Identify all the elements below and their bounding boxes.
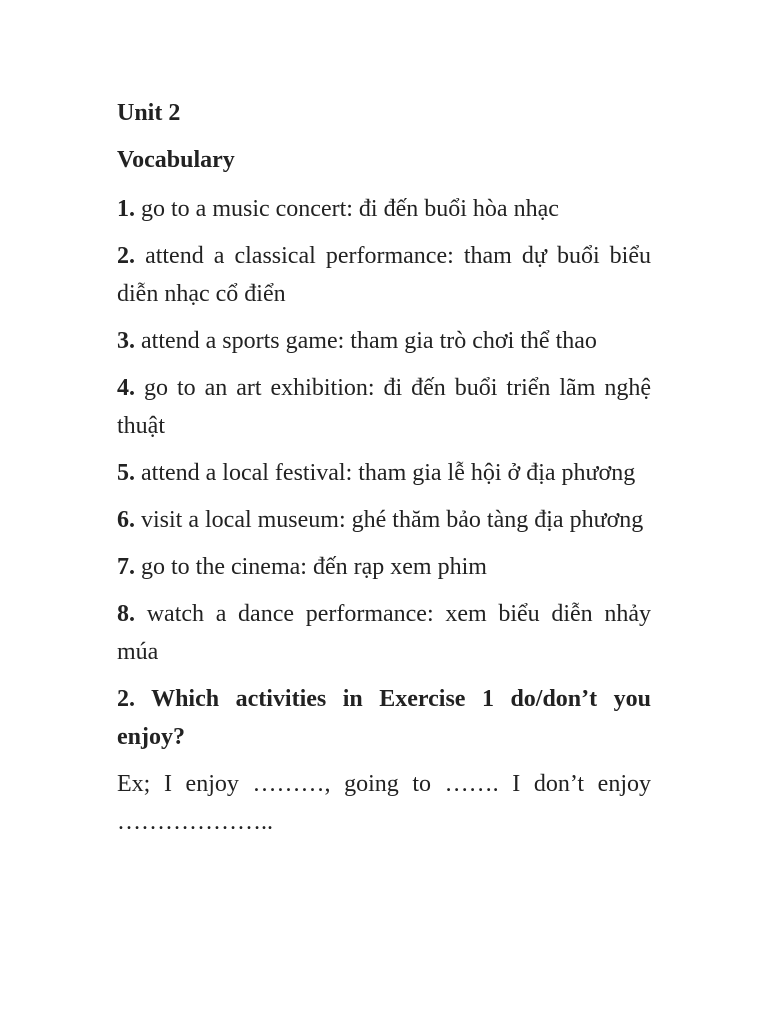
vocab-number: 1.	[117, 196, 135, 222]
vocab-text: go to an art exhibition: đi đến buổi triển lãm nghệ thuật	[117, 375, 652, 439]
vocab-text: watch a dance performance: xem biểu diễn nhảy múa	[117, 601, 652, 665]
vocab-item	[117, 454, 651, 492]
vocab-item	[117, 190, 651, 228]
vocab-item	[117, 548, 651, 586]
vocab-number: 6.	[117, 507, 135, 533]
document-page	[117, 96, 651, 841]
vocab-text: attend a classical performance: tham dự buổi biểu diễn nhạc cổ điển	[117, 243, 651, 307]
vocab-item	[117, 237, 651, 313]
vocab-number: 4.	[117, 375, 135, 401]
vocab-text: visit a local museum: ghé thăm bảo tàng địa phương	[141, 507, 644, 533]
vocab-text: go to the cinema: đến rạp xem phim	[141, 554, 487, 580]
vocab-text: go to a music concert: đi đến buổi hòa nhạc	[141, 196, 559, 222]
vocab-text: attend a local festival: tham gia lễ hội ở địa phương	[141, 460, 636, 486]
vocab-number: 7.	[117, 554, 135, 580]
example-sentence: Ex; I enjoy ………, going to ……. I don’t enjoy ………………..	[117, 771, 651, 835]
vocab-item	[117, 369, 651, 445]
vocab-number: 2.	[117, 243, 135, 269]
unit-title: Unit 2	[117, 100, 181, 126]
vocab-number: 3.	[117, 328, 135, 354]
vocab-item	[117, 595, 651, 671]
vocab-number: 5.	[117, 460, 135, 486]
exercise-question: 2. Which activities in Exercise 1 do/don’t you enjoy?	[117, 686, 651, 750]
vocab-item	[117, 501, 651, 539]
vocab-number: 8.	[117, 601, 135, 627]
vocab-item	[117, 322, 651, 360]
vocab-text: attend a sports game: tham gia trò chơi thể thao	[141, 328, 597, 354]
section-title: Vocabulary	[117, 147, 235, 173]
